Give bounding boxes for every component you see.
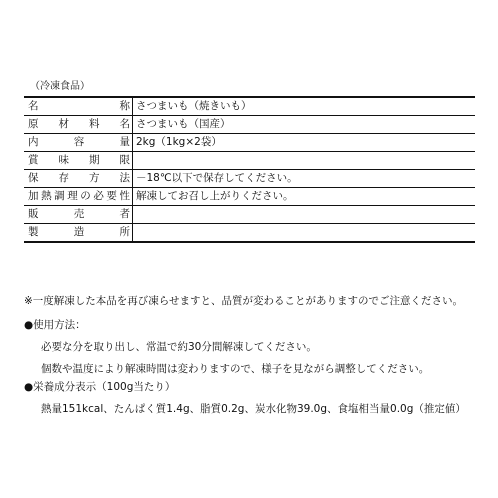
row-value-best-before — [133, 152, 476, 170]
table-key-char: 売 — [73, 208, 85, 220]
row-key-seller — [24, 206, 133, 224]
row-key-manufacturer — [24, 224, 133, 243]
table-row — [24, 97, 475, 116]
table-key-char: 製 — [28, 226, 39, 238]
table-key-char: 所 — [119, 226, 130, 238]
table-key-char: 称 — [119, 100, 130, 112]
table-key-char: 名 — [119, 118, 130, 130]
usage-instruction-1: 必要な分を取り出し、常温で約30分間解凍してください。 — [41, 341, 317, 353]
row-key-net-weight — [24, 134, 133, 152]
table-row — [24, 116, 475, 134]
table-row — [24, 188, 475, 206]
table-key-char: 味 — [58, 154, 69, 166]
table-key-char: 販 — [28, 208, 39, 220]
table-key-char: 量 — [119, 136, 130, 148]
table-key-char: 法 — [119, 172, 130, 184]
table-key-char: 内 — [28, 136, 39, 148]
row-key-name — [24, 97, 133, 116]
row-key-ingredients — [24, 116, 133, 134]
usage-instruction-2: 個数や温度により解凍時間は変わりますので、様子を見ながら調整してください。 — [41, 363, 430, 375]
product-label-table — [24, 96, 475, 243]
table-row — [24, 170, 475, 188]
food-category-label: （冷凍食品） — [30, 81, 90, 92]
table-row — [24, 224, 475, 243]
table-key-char: 原 — [28, 118, 39, 130]
table-key-char: 保 — [28, 172, 39, 184]
table-row — [24, 152, 475, 170]
table-key-char: 容 — [73, 136, 85, 148]
table-row — [24, 206, 475, 224]
row-key-cooking: 加熱調理の必要性 — [24, 188, 133, 206]
table-key-char: 限 — [119, 154, 130, 166]
table-row — [24, 134, 475, 152]
nutrition-values: 熱量151kcal、たんぱく質1.4g、脂質0.2g、炭水化物39.0g、食塩相当量0.0g（推定値） — [41, 403, 466, 415]
row-value-seller — [133, 206, 476, 224]
table-key-char: 存 — [58, 172, 69, 184]
refreeze-warning: ※一度解凍した本品を再び凍らせますと、品質が変わることがありますのでご注意ください。 — [24, 295, 463, 307]
table-key-char: 材 — [58, 118, 69, 130]
table-key-char: 賞 — [28, 154, 39, 166]
row-value-ingredients: さつまいも（国産） — [133, 116, 476, 134]
row-value-net-weight: 2kg（1kg×2袋） — [133, 134, 476, 152]
table-key-char: 方 — [89, 172, 100, 184]
table-key-char: 者 — [119, 208, 130, 220]
row-value-manufacturer — [133, 224, 476, 243]
usage-heading: ●使用方法： — [24, 319, 86, 331]
row-key-storage — [24, 170, 133, 188]
row-value-name: さつまいも（焼きいも） — [133, 97, 476, 116]
table-key-char: 造 — [73, 226, 85, 238]
table-key-char: 料 — [89, 118, 100, 130]
table-key-char: 期 — [89, 154, 100, 166]
row-key-best-before — [24, 152, 133, 170]
row-value-storage: －18℃以下で保存してください。 — [133, 170, 476, 188]
nutrition-heading: ●栄養成分表示（100g当たり） — [24, 381, 176, 393]
row-value-cooking: 解凍してお召し上がりください。 — [133, 188, 476, 206]
table-key-char: 名 — [28, 100, 39, 112]
